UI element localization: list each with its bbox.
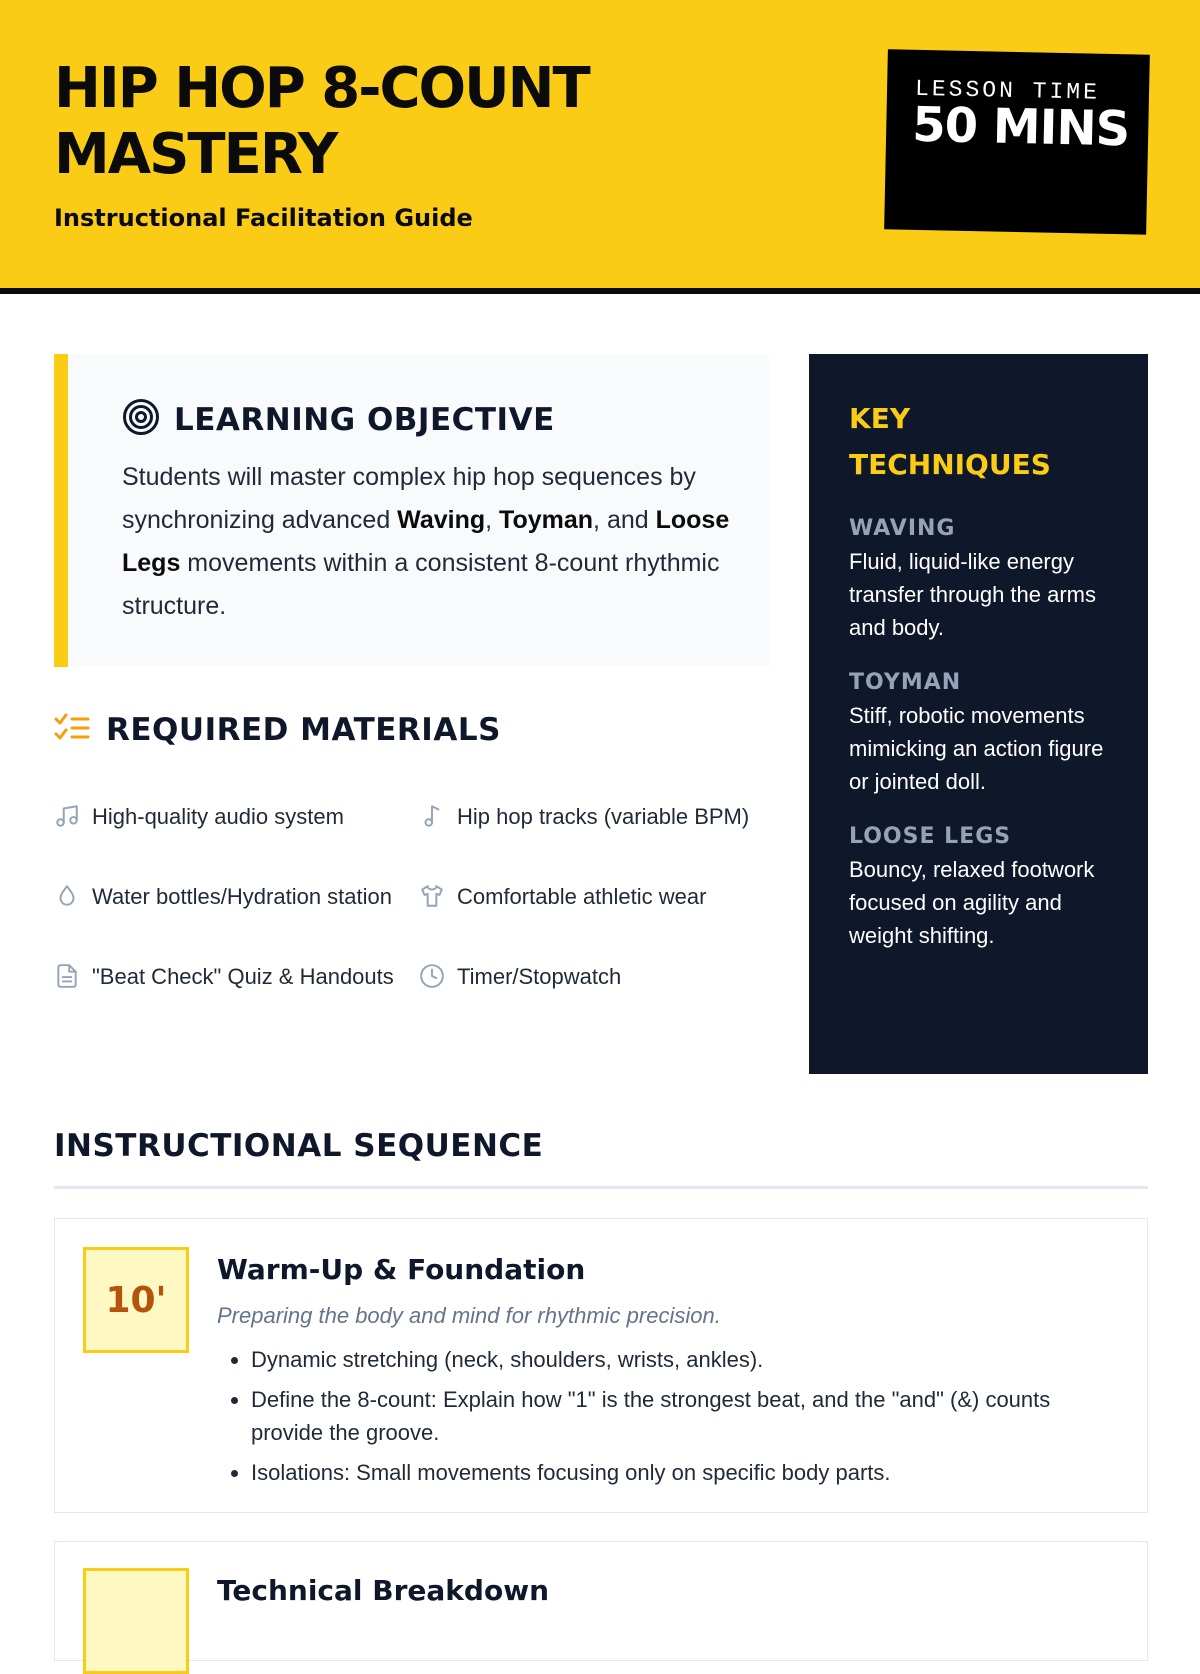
page-header xyxy=(0,0,1200,294)
technique-item xyxy=(849,516,1108,644)
learning-objective-heading xyxy=(122,398,555,441)
technique-description: Stiff, robotic movements mimicking an action figure or jointed doll. xyxy=(849,703,1104,794)
lesson-time-value: 50 MINS xyxy=(911,96,1130,158)
technique-item xyxy=(849,824,1108,952)
key-techniques-panel xyxy=(809,354,1148,1074)
section-divider xyxy=(54,1186,1148,1189)
music-icon xyxy=(54,803,80,829)
lesson-time-badge xyxy=(884,49,1150,234)
learning-objective-card xyxy=(54,354,769,667)
required-materials-title: REQUIRED MATERIALS xyxy=(106,712,501,748)
material-item: "Beat Check" Quiz & Handouts xyxy=(54,936,419,1016)
music-note-icon xyxy=(419,803,445,829)
material-item: Water bottles/Hydration station xyxy=(54,856,419,936)
material-item: Comfortable athletic wear xyxy=(419,856,769,936)
page-subtitle: Instructional Facilitation Guide xyxy=(54,204,473,232)
learning-objective-text: Students will master complex hip hop sequences by synchronizing advanced Waving, Toyman, and Loose Legs movements within a consistent 8-count rhythmic structure. xyxy=(122,463,730,620)
sequence-step-card xyxy=(54,1541,1148,1661)
target-icon xyxy=(122,398,160,441)
step-title: Warm-Up & Foundation xyxy=(217,1253,586,1286)
page-title: HIP HOP 8-COUNT MASTERY xyxy=(54,56,589,187)
material-item: Hip hop tracks (variable BPM) xyxy=(419,776,769,856)
step-bullet: • Dynamic stretching (neck, shoulders, wrists, ankles). xyxy=(251,1343,1121,1376)
technique-name: TOYMAN xyxy=(849,670,962,695)
key-techniques-title: KEY TECHNIQUES xyxy=(849,402,1051,481)
technique-name: LOOSE LEGS xyxy=(849,824,1012,849)
technique-item xyxy=(849,670,1108,798)
required-materials-heading xyxy=(54,712,501,748)
sequence-step-card xyxy=(54,1218,1148,1513)
checklist-icon xyxy=(54,713,90,748)
step-duration-badge: 10' xyxy=(83,1247,189,1353)
step-bullet-list xyxy=(251,1343,1121,1496)
technique-name: WAVING xyxy=(849,516,956,541)
instructional-sequence-title: INSTRUCTIONAL SEQUENCE xyxy=(54,1128,544,1164)
technique-description: Fluid, liquid-like energy transfer through the arms and body. xyxy=(849,549,1097,640)
learning-objective-title: LEARNING OBJECTIVE xyxy=(174,401,555,438)
material-item: Timer/Stopwatch xyxy=(419,936,769,1016)
droplet-icon xyxy=(54,883,80,909)
step-subtitle: Preparing the body and mind for rhythmic precision. xyxy=(217,1303,721,1328)
shirt-icon xyxy=(419,883,445,909)
step-title: Technical Breakdown xyxy=(217,1574,550,1607)
step-bullet: • Isolations: Small movements focusing only on specific body parts. xyxy=(251,1456,1121,1489)
materials-list xyxy=(54,776,769,1016)
document-icon xyxy=(54,963,80,989)
clock-icon xyxy=(419,963,445,989)
step-bullet: • Define the 8-count: Explain how "1" is the strongest beat, and the "and" (&) counts provide the groove. xyxy=(251,1383,1121,1449)
lesson-time-label: LESSON TIME xyxy=(914,75,1101,106)
technique-description: Bouncy, relaxed footwork focused on agility and weight shifting. xyxy=(849,857,1095,948)
step-duration-badge xyxy=(83,1568,189,1674)
material-item: High-quality audio system xyxy=(54,776,419,856)
